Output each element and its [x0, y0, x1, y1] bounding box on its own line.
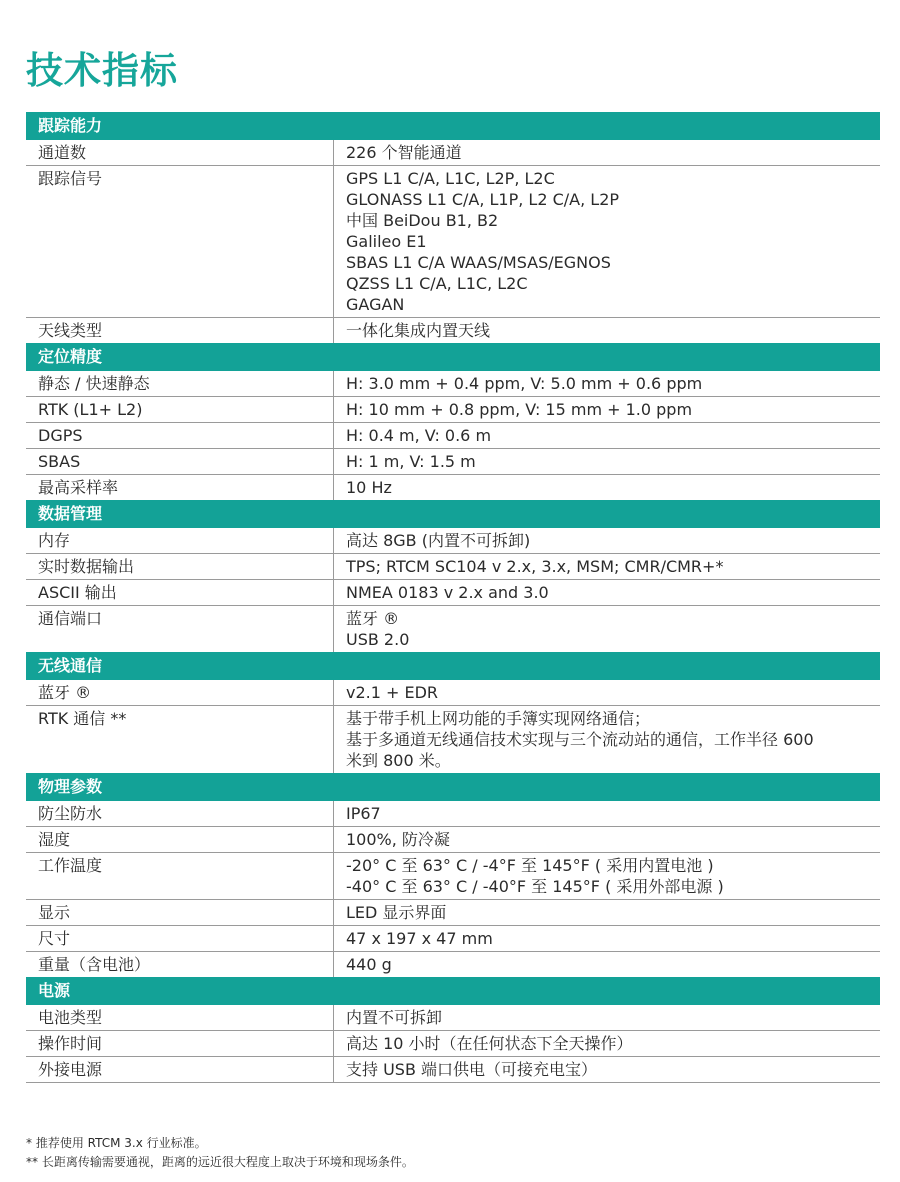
spec-value-line: GLONASS L1 C/A, L1P, L2 C/A, L2P [346, 190, 620, 209]
section-header: 数据管理 [26, 500, 880, 528]
spec-values [334, 371, 880, 396]
spec-value-line: H: 10 mm + 0.8 ppm, V: 15 mm + 1.0 ppm [346, 400, 693, 419]
spec-values [334, 397, 880, 422]
spec-row [26, 318, 880, 343]
spec-label: 电池类型 [26, 1005, 334, 1030]
spec-value-line: LED 显示界面 [346, 903, 447, 922]
spec-value-line: 米到 800 米。 [346, 751, 451, 770]
spec-values [334, 449, 880, 474]
spec-value-line: QZSS L1 C/A, L1C, L2C [346, 274, 528, 293]
spec-row [26, 528, 880, 554]
spec-label: DGPS [26, 423, 334, 448]
spec-values [334, 1057, 880, 1082]
spec-value-line: 高达 8GB (内置不可拆卸) [346, 531, 531, 550]
spec-value-line: 高达 10 小时（在任何状态下全天操作） [346, 1034, 633, 1053]
section-header: 跟踪能力 [26, 112, 880, 140]
spec-value-line: H: 1 m, V: 1.5 m [346, 452, 476, 471]
spec-value-line: 基于多通道无线通信技术实现与三个流动站的通信，工作半径 600 [346, 730, 814, 749]
spec-value-line: USB 2.0 [346, 630, 410, 649]
spec-values [334, 801, 880, 826]
spec-value-line: -20° C 至 63° C / -4°F 至 145°F ( 采用内置电池 ) [346, 856, 714, 875]
spec-values [334, 475, 880, 500]
spec-label: 操作时间 [26, 1031, 334, 1056]
spec-value-line: v2.1 + EDR [346, 683, 439, 702]
spec-value-line: H: 3.0 mm + 0.4 ppm, V: 5.0 mm + 0.6 ppm [346, 374, 703, 393]
spec-value-line: 中国 BeiDou B1, B2 [346, 211, 499, 230]
spec-values [334, 606, 880, 652]
spec-values [334, 853, 880, 899]
spec-values [334, 680, 880, 705]
spec-value-line: 支持 USB 端口供电（可接充电宝） [346, 1060, 598, 1079]
footnotes [26, 1134, 414, 1172]
spec-row [26, 926, 880, 952]
spec-label: 最高采样率 [26, 475, 334, 500]
spec-label: 天线类型 [26, 318, 334, 343]
spec-row [26, 952, 880, 977]
spec-label: RTK 通信 ** [26, 706, 334, 773]
spec-value-line: 47 x 197 x 47 mm [346, 929, 493, 948]
spec-row [26, 1057, 880, 1082]
spec-value-line: 内置不可拆卸 [346, 1008, 443, 1027]
spec-row [26, 1031, 880, 1057]
section-header: 电源 [26, 977, 880, 1005]
spec-value-line: SBAS L1 C/A WAAS/MSAS/EGNOS [346, 253, 611, 272]
spec-values [334, 900, 880, 925]
spec-values [334, 423, 880, 448]
spec-value-line: Galileo E1 [346, 232, 427, 251]
spec-values [334, 554, 880, 579]
spec-value-line: TPS; RTCM SC104 v 2.x, 3.x, MSM; CMR/CMR+* [346, 557, 724, 576]
spec-label: 实时数据输出 [26, 554, 334, 579]
spec-value-line: 100%, 防冷凝 [346, 830, 450, 849]
spec-row [26, 475, 880, 500]
spec-label: 跟踪信号 [26, 166, 334, 317]
spec-value-line: 蓝牙 ® [346, 609, 400, 628]
spec-value-line: NMEA 0183 v 2.x and 3.0 [346, 583, 549, 602]
spec-value-line: GAGAN [346, 295, 405, 314]
spec-row [26, 680, 880, 706]
spec-label: ASCII 输出 [26, 580, 334, 605]
spec-value-line: H: 0.4 m, V: 0.6 m [346, 426, 492, 445]
footnote: ** 长距离传输需要通视，距离的远近很大程度上取决于环境和现场条件。 [26, 1155, 414, 1169]
spec-label: 显示 [26, 900, 334, 925]
page-title: 技术指标 [26, 49, 178, 92]
spec-value-line: 一体化集成内置天线 [346, 321, 491, 340]
spec-value-line: IP67 [346, 804, 381, 823]
spec-value-line: GPS L1 C/A, L1C, L2P, L2C [346, 169, 555, 188]
spec-row [26, 371, 880, 397]
section-header: 定位精度 [26, 343, 880, 371]
spec-label: 内存 [26, 528, 334, 553]
spec-row [26, 1005, 880, 1031]
spec-label: 通信端口 [26, 606, 334, 652]
spec-row [26, 827, 880, 853]
spec-label: 通道数 [26, 140, 334, 165]
spec-values [334, 140, 880, 165]
spec-values [334, 827, 880, 852]
spec-value-line: 基于带手机上网功能的手簿实现网络通信； [346, 709, 651, 728]
spec-values [334, 706, 880, 773]
spec-label: 尺寸 [26, 926, 334, 951]
spec-label: 工作温度 [26, 853, 334, 899]
spec-label: 湿度 [26, 827, 334, 852]
spec-row [26, 554, 880, 580]
spec-row [26, 449, 880, 475]
spec-row [26, 606, 880, 652]
spec-values [334, 1005, 880, 1030]
spec-values [334, 166, 880, 317]
section-header: 物理参数 [26, 773, 880, 801]
table-bottom-rule [26, 1082, 880, 1083]
spec-values [334, 528, 880, 553]
spec-value-line: 440 g [346, 955, 392, 974]
spec-values [334, 1031, 880, 1056]
spec-label: SBAS [26, 449, 334, 474]
spec-row [26, 801, 880, 827]
spec-row [26, 853, 880, 900]
spec-row [26, 166, 880, 318]
spec-row [26, 397, 880, 423]
spec-label: 静态 / 快速静态 [26, 371, 334, 396]
spec-row [26, 900, 880, 926]
spec-value-line: -40° C 至 63° C / -40°F 至 145°F ( 采用外部电源 ) [346, 877, 724, 896]
spec-value-line: 10 Hz [346, 478, 392, 497]
spec-label: 防尘防水 [26, 801, 334, 826]
spec-row [26, 706, 880, 773]
spec-table [26, 112, 880, 1083]
spec-row [26, 580, 880, 606]
section-header: 无线通信 [26, 652, 880, 680]
spec-values [334, 580, 880, 605]
spec-values [334, 952, 880, 977]
spec-values [334, 318, 880, 343]
spec-value-line: 226 个智能通道 [346, 143, 462, 162]
spec-label: 重量（含电池） [26, 952, 334, 977]
spec-label: 蓝牙 ® [26, 680, 334, 705]
spec-values [334, 926, 880, 951]
footnote: * 推荐使用 RTCM 3.x 行业标准。 [26, 1136, 207, 1150]
spec-row [26, 423, 880, 449]
spec-label: 外接电源 [26, 1057, 334, 1082]
spec-label: RTK (L1+ L2) [26, 397, 334, 422]
spec-row [26, 140, 880, 166]
